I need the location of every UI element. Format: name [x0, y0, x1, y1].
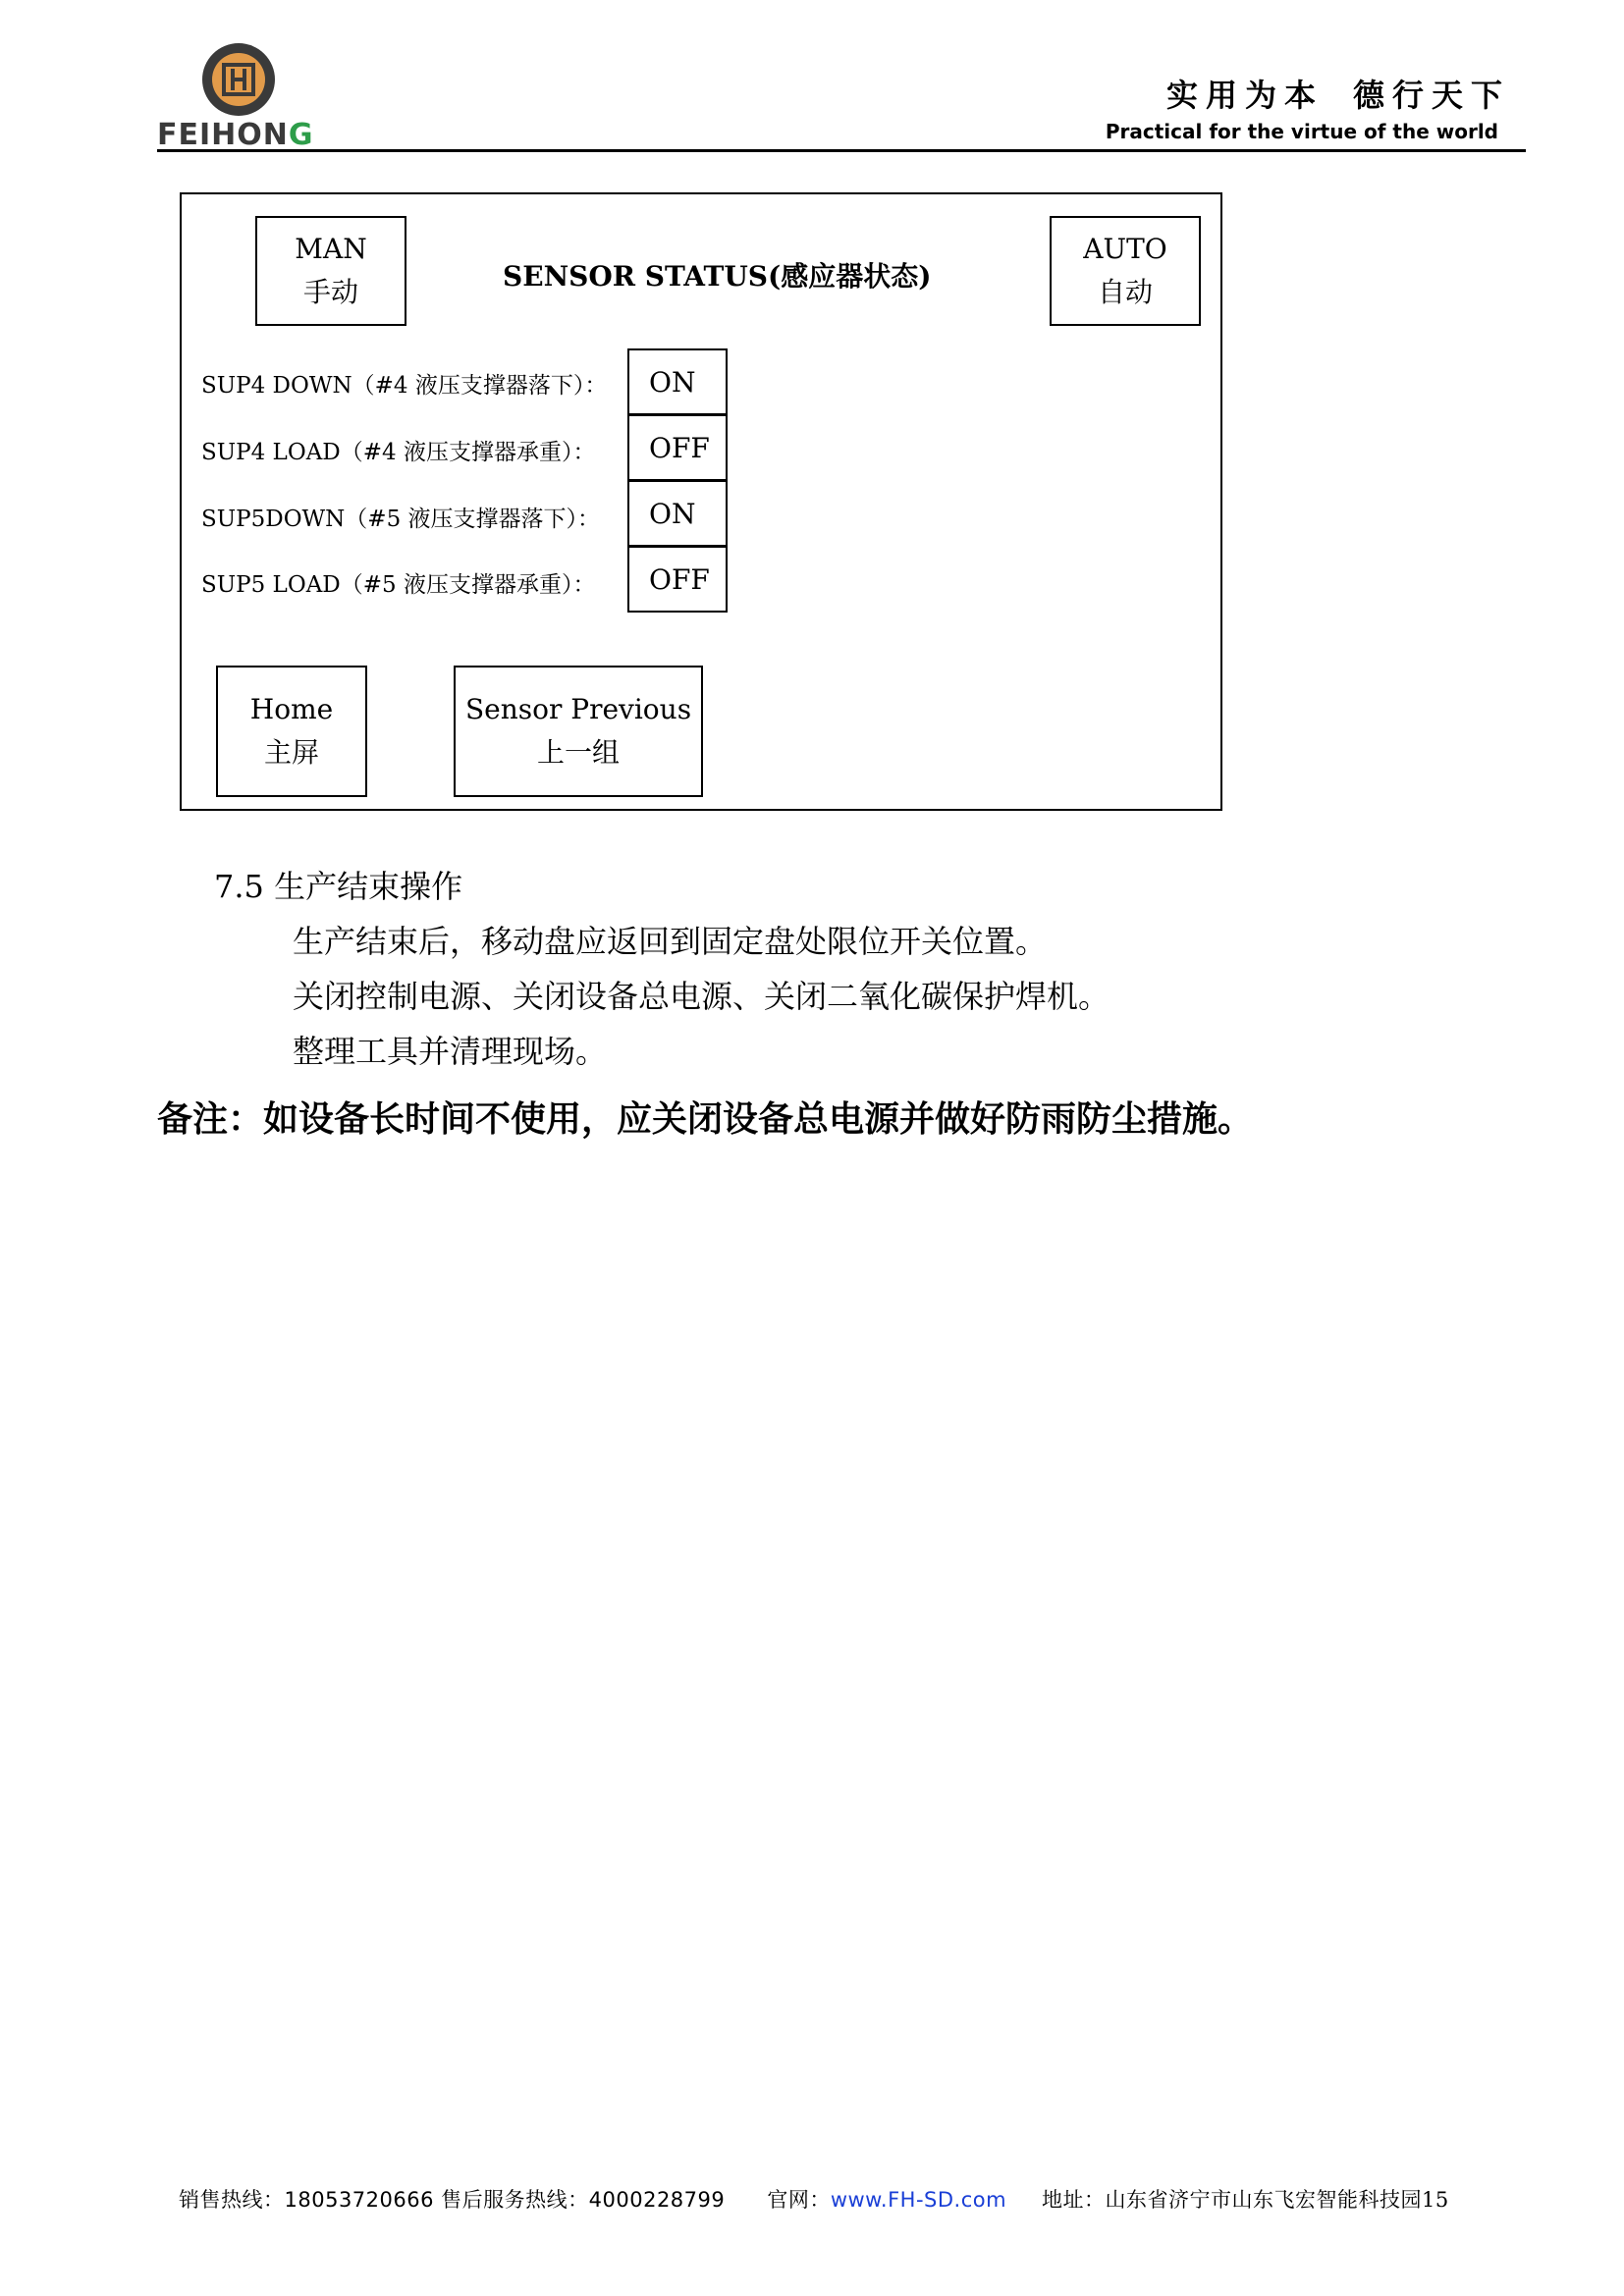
man-button-label: MAN [295, 233, 367, 265]
logo-text-main: FEIHON [157, 118, 289, 152]
footer-site-label: 官网： [767, 2188, 831, 2212]
auto-button-label-cn: 自动 [1097, 276, 1153, 308]
sensor-state-sup5-load: OFF [627, 546, 728, 613]
company-logo [202, 43, 275, 116]
sensor-previous-label: Sensor Previous [464, 693, 692, 725]
sensor-label-sup4-load: SUP4 LOAD（#4 液压支撑器承重）： [201, 440, 596, 465]
sensor-previous-label-cn: 上一组 [536, 736, 620, 769]
home-button-label: Home [249, 693, 334, 725]
sensor-label-sup4-down: SUP4 DOWN（#4 液压支撑器落下）： [201, 373, 608, 399]
motto-chinese [1166, 71, 1510, 116]
man-button[interactable] [255, 216, 406, 326]
section-paragraph: 整理工具并清理现场。 [293, 1033, 608, 1070]
home-button[interactable] [216, 666, 367, 797]
page-number: 15 [1421, 2188, 1449, 2212]
auto-button[interactable] [1050, 216, 1201, 326]
sensor-state-sup5-down: ON [627, 480, 728, 547]
home-button-label-cn: 主屏 [263, 736, 319, 769]
section-paragraph: 关闭控制电源、关闭设备总电源、关闭二氧化碳保护焊机。 [293, 978, 1110, 1015]
man-button-label-cn: 手动 [302, 276, 358, 308]
sensor-state-sup4-down: ON [627, 348, 728, 415]
logo-text-end: G [288, 118, 314, 152]
sensor-state-sup4-load: OFF [627, 414, 728, 481]
footer-website-link[interactable]: www.FH-SD.com [830, 2188, 1007, 2212]
page-footer [179, 2184, 1449, 2214]
footer-address: 地址：山东省济宁市山东飞宏智能科技园 [1041, 2188, 1422, 2212]
sensor-label-sup5-load: SUP5 LOAD（#5 液压支撑器承重）： [201, 572, 596, 598]
logo-emblem-icon [212, 53, 265, 106]
section-paragraph: 生产结束后，移动盘应返回到固定盘处限位开关位置。 [293, 923, 1048, 960]
remark-note: 备注：如设备长时间不使用，应关闭设备总电源并做好防雨防尘措施。 [157, 1099, 1254, 1140]
section-title: 7.5 生产结束操作 [214, 868, 463, 905]
logo-wordmark [157, 118, 314, 152]
sensor-previous-button[interactable] [454, 666, 703, 797]
auto-button-label: AUTO [1083, 233, 1167, 265]
sensor-label-sup5-down: SUP5DOWN（#5 液压支撑器落下）： [201, 507, 601, 532]
motto-part-1: 实用为本 [1165, 77, 1324, 114]
motto-part-2: 德行天下 [1352, 77, 1510, 114]
footer-hotlines: 销售热线：18053720666 售后服务热线：4000228799 [179, 2188, 726, 2212]
motto-english: Practical for the virtue of the world [1105, 120, 1498, 143]
screen-title: SENSOR STATUS(感应器状态) [503, 260, 932, 293]
header-divider [157, 149, 1526, 152]
